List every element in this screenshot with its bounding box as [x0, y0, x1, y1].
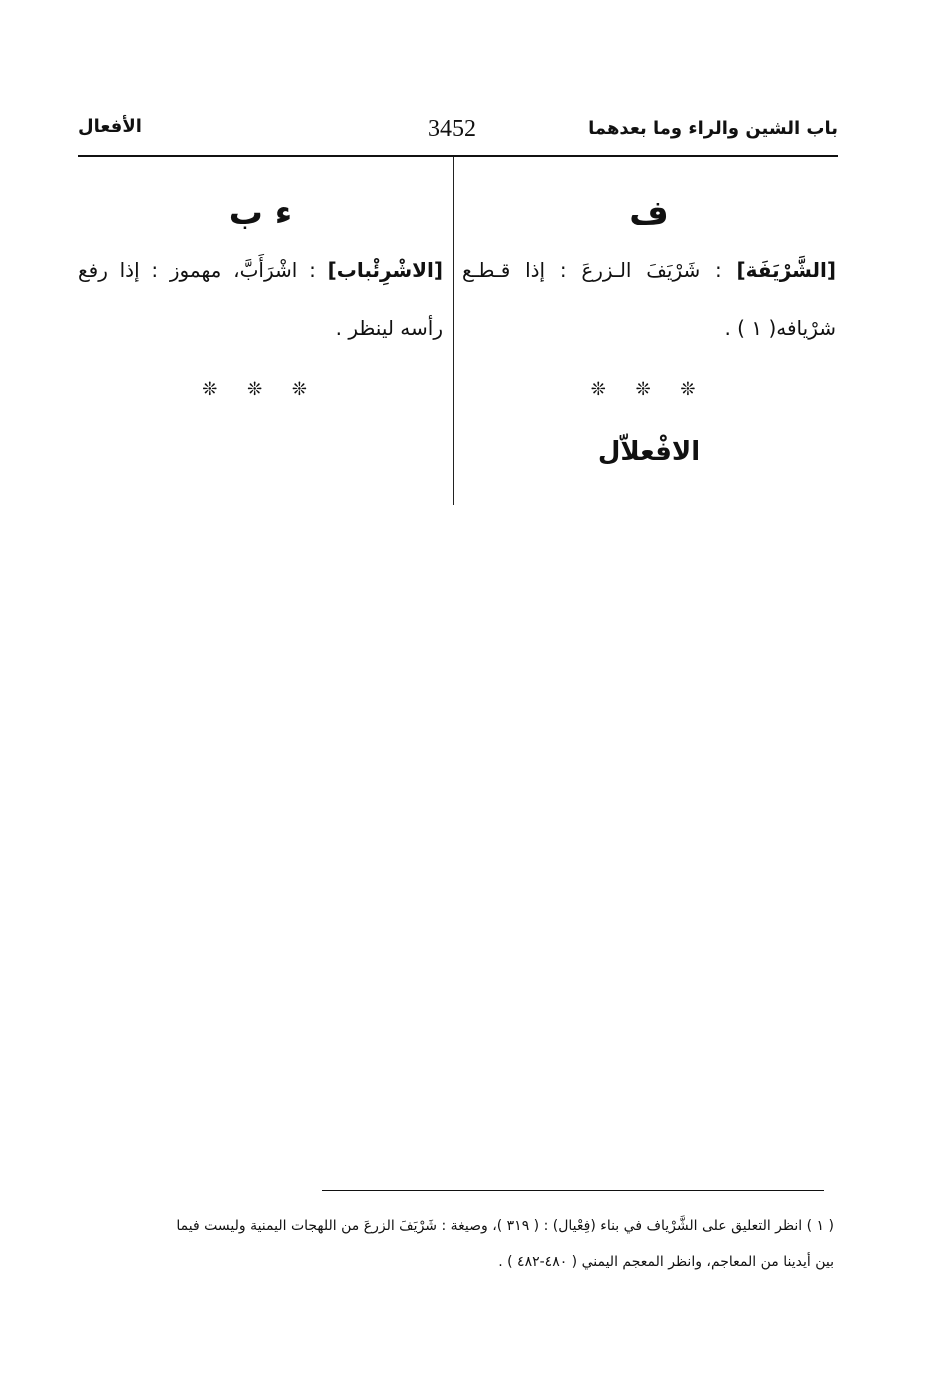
right-column: [462, 185, 836, 467]
footnote-line: ( ١ ) انظر التعليق على الشَّرْياف في بناء (فِعْيال) : ( ٣١٩ )، وصيغة : شَرْيَفَ الزرعَ من اللهجات اليمنية وليست فيما: [176, 1218, 834, 1234]
entry-definition: : شَرْيَفَ الـزرعَ : إذا قـطـع شرْيافه( ١ ) .: [462, 258, 836, 340]
chapter-title: باب الشين والراء وما بعدهما: [588, 118, 838, 139]
section-title: الأفعال: [78, 116, 142, 137]
header-rule: [78, 155, 838, 157]
footnotes: [72, 1208, 834, 1280]
footnote-line: بين أيدينا من المعاجم، وانظر المعجم اليمني ( ٤٨٠-٤٨٢ ) .: [498, 1254, 834, 1270]
section-letter: ف: [629, 193, 669, 233]
footnote-rule: [322, 1190, 824, 1191]
column-divider: [453, 157, 454, 505]
morphological-pattern-heading: الافْعلاّل: [597, 437, 701, 467]
left-column: [78, 185, 443, 413]
page-number: 3452: [428, 116, 476, 142]
dictionary-entry: [78, 241, 443, 357]
section-letter: ء ب: [228, 193, 293, 233]
section-separator-stars: ❊ ❊ ❊: [202, 379, 319, 400]
entry-definition: : اشْرَأَبَّ، مهموز : إذا رفع رأسه لينظر .: [78, 258, 443, 340]
running-header: [78, 112, 838, 152]
section-separator-stars: ❊ ❊ ❊: [590, 379, 708, 400]
dictionary-entry: [462, 241, 836, 357]
entry-headword: [الشَّرْيَفَة]: [736, 258, 836, 282]
entry-headword: [الاشْرِئْباب]: [327, 258, 443, 282]
